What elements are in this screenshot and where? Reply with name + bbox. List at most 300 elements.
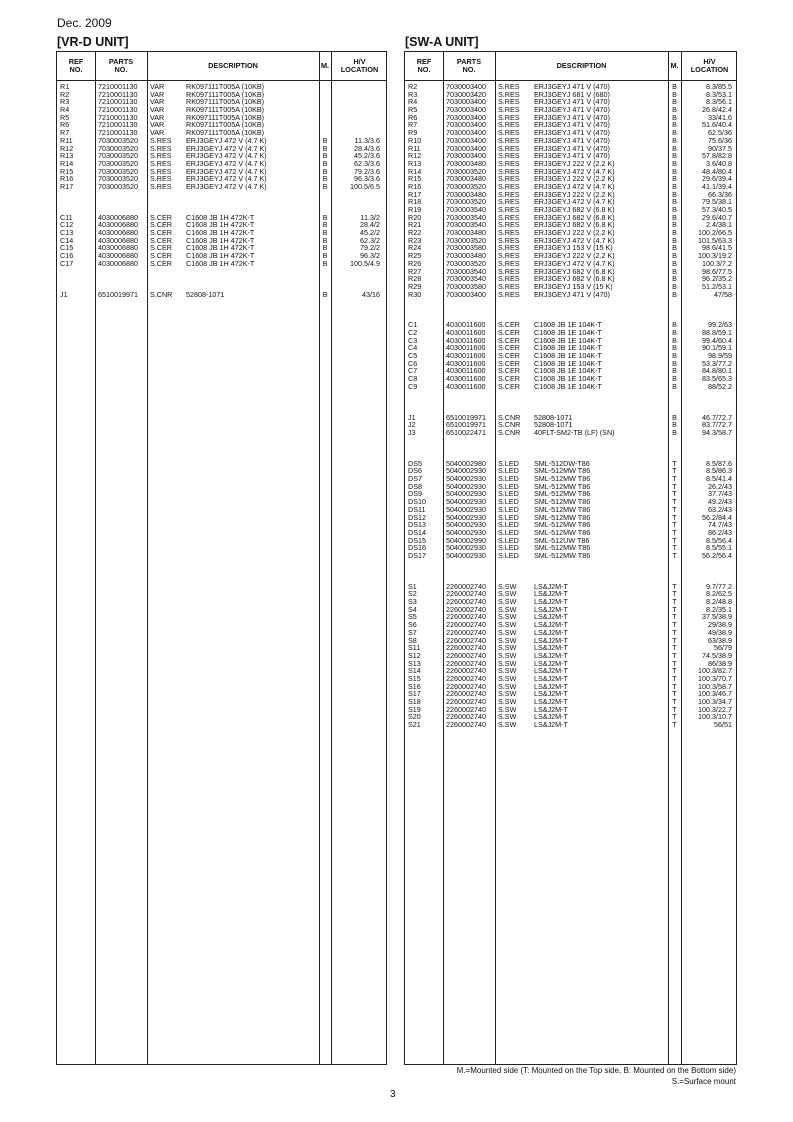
hv-location: 57.8/82.8 <box>702 152 732 160</box>
mounted-side: B <box>672 136 677 145</box>
part-type: S.CNR <box>498 413 521 422</box>
ref-no: S11 <box>408 644 421 652</box>
vr-d-unit-title: [VR-D UNIT] <box>57 35 129 49</box>
mounted-side: T <box>672 590 677 599</box>
part-description: ERJ3GEYJ 682 V (6.8 K) <box>534 267 615 276</box>
table-row <box>57 145 386 153</box>
table-row <box>57 260 386 268</box>
part-description: ERJ3GEYJ 222 V (2.2 K) <box>534 190 615 199</box>
part-description: RK097111T005A (10KB) <box>186 98 265 107</box>
part-description: ERJ3GEYJ 222 V (2.2 K) <box>534 229 615 237</box>
part-type: VAR <box>150 83 165 91</box>
part-description: ERJ3GEYJ 471 V (470) <box>534 113 610 122</box>
ref-no: R20 <box>408 213 422 222</box>
part-description: SML-512MW T86 <box>534 467 591 476</box>
mounted-side: B <box>672 121 677 130</box>
mounted-side: T <box>672 505 677 514</box>
part-description: SML-512UW T86 <box>534 536 590 545</box>
ref-no: R15 <box>60 167 74 176</box>
table-row <box>405 298 736 306</box>
part-description: SML-512MW T86 <box>534 505 591 514</box>
parts-no: 7030003540 <box>446 267 486 276</box>
parts-no: 7030003540 <box>446 221 486 230</box>
ref-no: S1 <box>408 582 417 591</box>
mounted-side: B <box>322 244 328 253</box>
table-row <box>405 406 736 414</box>
ref-no: S5 <box>408 613 417 622</box>
table-row <box>405 706 736 714</box>
part-description: C1608 JB 1E 104K-T <box>534 382 602 391</box>
table-header <box>57 52 386 81</box>
part-description: C1608 JB 1E 104K-T <box>534 375 602 383</box>
hv-location: 8.5/56.4 <box>706 536 732 545</box>
ref-no: S21 <box>408 721 421 729</box>
part-type: S.LED <box>498 551 519 560</box>
table-row <box>57 291 386 299</box>
part-description: ERJ3GEYJ 682 V (6.8 K) <box>534 206 615 214</box>
parts-no: 5040002930 <box>446 505 486 514</box>
mounted-side: T <box>672 536 677 545</box>
ref-no: R16 <box>60 175 74 183</box>
part-description: SML-512MW T86 <box>534 521 591 529</box>
table-row <box>57 114 386 122</box>
parts-no: 7030003520 <box>98 159 138 168</box>
part-description: ERJ3GEYJ 471 V (470) <box>534 290 610 299</box>
ref-no: S16 <box>408 682 421 691</box>
part-type: S.CER <box>150 244 172 253</box>
hv-location: 88.8/59.1 <box>702 329 732 337</box>
hv-location: 101.5/63.3 <box>698 236 732 245</box>
mounted-side: B <box>672 83 677 91</box>
mounted-side: T <box>672 644 677 652</box>
table-row <box>57 175 386 183</box>
mounted-side: T <box>672 721 677 729</box>
table-row <box>405 83 736 91</box>
part-type: S.CER <box>498 382 520 391</box>
ref-no: R3 <box>60 98 70 107</box>
parts-no: 2260002740 <box>446 721 486 729</box>
ref-no: R4 <box>60 106 70 114</box>
part-type: S.LED <box>498 505 519 514</box>
parts-no: 7030003520 <box>98 144 138 153</box>
hv-location: 98.6/77.5 <box>702 267 732 276</box>
parts-no: 7210001130 <box>98 106 138 114</box>
hv-location: 83.5/65.3 <box>702 375 732 383</box>
ref-no: R12 <box>408 152 422 160</box>
mounted-side-header: M. <box>320 61 330 70</box>
hv-location: 74.7/43 <box>708 521 732 529</box>
ref-no: S12 <box>408 651 421 660</box>
part-description: LS&J2M-T <box>534 667 568 675</box>
table-row <box>405 529 736 537</box>
parts-no: 5040002930 <box>446 544 486 552</box>
part-type: S.SW <box>498 721 517 729</box>
parts-no: 4030011600 <box>446 359 486 368</box>
parts-no: 7030003480 <box>446 252 486 260</box>
table-row <box>405 437 736 445</box>
ref-no: C13 <box>60 229 74 237</box>
part-type: S.RES <box>498 259 520 268</box>
date-label: Dec. 2009 <box>57 16 112 30</box>
part-type: VAR <box>150 121 165 130</box>
table-row <box>405 398 736 406</box>
ref-no: C16 <box>60 252 74 260</box>
parts-no: 4030006880 <box>98 236 138 245</box>
parts-no: 4030011600 <box>446 329 486 337</box>
table-row <box>405 698 736 706</box>
table-row <box>405 98 736 106</box>
mounted-side: T <box>672 521 677 529</box>
hv-location: 79.5/38.1 <box>702 198 732 207</box>
part-type: S.SW <box>498 644 517 652</box>
ref-no: R3 <box>408 90 418 99</box>
sw-a-parts-table <box>404 51 737 1065</box>
part-type: S.RES <box>498 121 520 130</box>
hv-location: 3.6/40.8 <box>706 159 732 168</box>
part-description: LS&J2M-T <box>534 690 568 699</box>
hv-location: 96.2/35.2 <box>702 275 732 283</box>
ref-no: R29 <box>408 282 422 291</box>
part-type: S.CER <box>150 252 172 260</box>
ref-no: C17 <box>60 259 74 268</box>
table-row <box>405 475 736 483</box>
hv-location-header: H/V LOCATION <box>690 57 729 74</box>
mounted-side: B <box>672 144 677 153</box>
parts-no: 2260002740 <box>446 621 486 629</box>
table-row <box>405 91 736 99</box>
parts-no: 4030011600 <box>446 352 486 360</box>
parts-no: 7210001130 <box>98 83 138 91</box>
ref-no: R24 <box>408 244 422 253</box>
mounted-side: B <box>672 290 677 299</box>
mounted-side: B <box>672 167 677 176</box>
part-description: ERJ3GEYJ 471 V (470) <box>534 106 610 114</box>
table-row <box>405 152 736 160</box>
mounted-side: B <box>672 336 677 345</box>
table-row <box>405 675 736 683</box>
hv-location: 100.2/66.5 <box>698 229 732 237</box>
ref-no-header: REF NO. <box>416 57 432 74</box>
ref-no: R1 <box>60 83 70 91</box>
hv-location: 45.2/2 <box>360 229 380 237</box>
table-row <box>57 268 386 276</box>
part-type: S.SW <box>498 682 517 691</box>
hv-location: 51.6/40.4 <box>702 121 732 130</box>
parts-no: 7030003400 <box>446 144 486 153</box>
part-description: RK097111T005A (10KB) <box>186 121 265 130</box>
mounted-side: B <box>672 252 677 260</box>
ref-no: C15 <box>60 244 74 253</box>
parts-no: 2260002740 <box>446 582 486 591</box>
ref-no: S4 <box>408 605 417 614</box>
table-header <box>405 52 736 81</box>
table-row <box>57 198 386 206</box>
table-row <box>57 191 386 199</box>
hv-location: 8.5/87.6 <box>706 459 732 468</box>
part-type: S.RES <box>498 152 520 160</box>
parts-no: 7030003400 <box>446 121 486 130</box>
part-description: 52808-1071 <box>186 290 225 299</box>
part-description: C1608 JB 1H 472K-T <box>186 236 255 245</box>
part-type: S.LED <box>498 521 519 529</box>
hv-location: 100.3/7.2 <box>702 259 732 268</box>
part-description: ERJ3GEYJ 471 V (470) <box>534 144 610 153</box>
table-row <box>405 421 736 429</box>
mounted-side: B <box>672 221 677 230</box>
table-row <box>57 106 386 114</box>
ref-no: DS11 <box>408 505 426 514</box>
part-type: S.LED <box>498 528 519 537</box>
parts-no: 7030003480 <box>446 190 486 199</box>
mounted-side: B <box>672 244 677 253</box>
parts-no-header: PARTS NO. <box>456 57 482 74</box>
table-row <box>57 83 386 91</box>
part-description: ERJ3GEYJ 472 V (4.7 K) <box>534 167 615 176</box>
ref-no: R13 <box>408 159 422 168</box>
parts-no: 5040002930 <box>446 498 486 506</box>
part-type: S.SW <box>498 598 517 606</box>
mounted-side: B <box>672 182 677 191</box>
hv-location: 45.2/3.6 <box>354 152 380 160</box>
parts-no: 7030003540 <box>446 275 486 283</box>
mounted-side: T <box>672 605 677 614</box>
table-row <box>405 375 736 383</box>
part-description: ERJ3GEYJ 472 V (4.7 K) <box>186 136 267 145</box>
ref-no: R27 <box>408 267 422 276</box>
ref-no: R17 <box>408 190 422 199</box>
table-row <box>405 690 736 698</box>
table-row <box>57 275 386 283</box>
ref-no: R14 <box>60 159 74 168</box>
mounted-side: B <box>322 221 328 230</box>
part-type: S.LED <box>498 467 519 476</box>
part-type: S.SW <box>498 636 517 645</box>
part-type: S.RES <box>498 144 520 153</box>
hv-location: 8.2/48.8 <box>706 598 732 606</box>
ref-no: DS10 <box>408 498 426 506</box>
table-row <box>405 198 736 206</box>
table-row <box>405 175 736 183</box>
table-row <box>405 713 736 721</box>
ref-no: J1 <box>60 290 68 299</box>
hv-location: 79.2/3.6 <box>354 167 380 176</box>
table-row <box>405 629 736 637</box>
mounted-side: B <box>322 182 328 191</box>
mounted-side: B <box>672 428 677 437</box>
part-type: S.RES <box>150 144 172 153</box>
mounted-side: B <box>672 198 677 207</box>
part-type: S.RES <box>498 106 520 114</box>
parts-no: 2260002740 <box>446 644 486 652</box>
table-row <box>405 667 736 675</box>
mounted-side: B <box>672 213 677 222</box>
part-type: S.SW <box>498 613 517 622</box>
hv-location: 63.2/43 <box>708 505 732 514</box>
mounted-side: B <box>672 206 677 214</box>
mounted-side: T <box>672 659 677 668</box>
hv-location: 9.7/77.2 <box>706 582 732 591</box>
ref-no: C5 <box>408 352 418 360</box>
part-description: ERJ3GEYJ 472 V (4.7 K) <box>534 236 615 245</box>
ref-no: R16 <box>408 182 422 191</box>
part-type: S.SW <box>498 674 517 683</box>
parts-no: 7030003540 <box>446 213 486 222</box>
table-row <box>405 452 736 460</box>
part-type: S.RES <box>498 275 520 283</box>
hv-location: 88/52.2 <box>708 382 732 391</box>
parts-no: 2260002740 <box>446 636 486 645</box>
hv-location: 100.3/19.2 <box>698 252 732 260</box>
mounted-side: T <box>672 582 677 591</box>
table-row <box>405 467 736 475</box>
parts-no: 7210001130 <box>98 90 138 99</box>
part-description: ERJ3GEYJ 153 V (15 K) <box>534 282 613 291</box>
parts-no: 4030006880 <box>98 221 138 230</box>
ref-no-header: REF NO. <box>68 57 84 74</box>
hv-location: 53.3/77.2 <box>702 359 732 368</box>
table-row <box>57 252 386 260</box>
part-type: S.CNR <box>150 290 173 299</box>
part-description: 40FLT-SM2-TB (LF) (SN) <box>534 428 615 437</box>
hv-location: 8.3/56.1 <box>706 98 732 107</box>
part-type: S.LED <box>498 498 519 506</box>
part-type: S.RES <box>498 167 520 176</box>
parts-no: 6510019971 <box>446 413 486 422</box>
part-type: VAR <box>150 129 165 137</box>
table-row <box>405 644 736 652</box>
mounted-side: B <box>672 413 677 422</box>
ref-no: C14 <box>60 236 74 245</box>
part-type: S.RES <box>498 221 520 230</box>
mounted-side: B <box>672 98 677 107</box>
part-description: ERJ3GEYJ 471 V (470) <box>534 136 610 145</box>
mounted-side: T <box>672 598 677 606</box>
part-type: VAR <box>150 106 165 114</box>
part-description: LS&J2M-T <box>534 682 568 691</box>
hv-location: 90/37.5 <box>708 144 732 153</box>
table-row <box>405 114 736 122</box>
part-description: ERJ3GEYJ 472 V (4.7 K) <box>186 152 267 160</box>
mounted-side: B <box>672 275 677 283</box>
mounted-side: B <box>672 367 677 376</box>
parts-no: 4030011600 <box>446 367 486 376</box>
hv-location: 100.3/10.7 <box>698 713 732 722</box>
table-row <box>405 214 736 222</box>
hv-location: 46.7/72.7 <box>702 413 732 422</box>
table-row <box>405 598 736 606</box>
ref-no: R5 <box>60 113 70 122</box>
vr-d-parts-table <box>56 51 387 1065</box>
hv-location: 11.3/2 <box>360 213 380 222</box>
parts-no: 7030003480 <box>446 159 486 168</box>
table-row <box>57 168 386 176</box>
parts-no: 7030003520 <box>446 259 486 268</box>
ref-no: DS17 <box>408 551 426 560</box>
mounted-side: B <box>322 213 328 222</box>
table-row <box>405 367 736 375</box>
mounted-side: B <box>672 267 677 276</box>
hv-location: 28.4/3.6 <box>354 144 380 153</box>
table-row <box>405 621 736 629</box>
table-row <box>405 444 736 452</box>
part-type: S.RES <box>498 213 520 222</box>
parts-no: 2260002740 <box>446 605 486 614</box>
hv-location: 62.3/3.6 <box>354 159 380 168</box>
part-type: S.CER <box>498 321 520 330</box>
ref-no: R18 <box>408 198 422 207</box>
parts-no: 2260002740 <box>446 713 486 722</box>
hv-location: 8.2/35.1 <box>706 605 732 614</box>
parts-no: 6510022471 <box>446 428 486 437</box>
table-row <box>405 260 736 268</box>
description-header: DESCRIPTION <box>556 61 607 70</box>
parts-no: 2260002740 <box>446 590 486 599</box>
parts-no: 2260002740 <box>446 667 486 675</box>
parts-no: 5040002930 <box>446 551 486 560</box>
table-row <box>405 560 736 568</box>
parts-no: 7210001130 <box>98 113 138 122</box>
hv-location: 63/38.9 <box>708 636 732 645</box>
mounted-side: B <box>672 352 677 360</box>
hv-location: 75.6/36 <box>708 136 732 145</box>
ref-no: R23 <box>408 236 422 245</box>
hv-location: 98.6/41.5 <box>702 244 732 253</box>
table-row <box>405 275 736 283</box>
table-row <box>405 283 736 291</box>
part-type: S.LED <box>498 513 519 522</box>
table-row <box>405 360 736 368</box>
part-description: ERJ3GEYJ 472 V (4.7 K) <box>186 144 267 153</box>
table-row <box>405 590 736 598</box>
part-type: S.CER <box>150 229 172 237</box>
table-row <box>405 237 736 245</box>
part-type: VAR <box>150 98 165 107</box>
ref-no: C6 <box>408 359 418 368</box>
ref-no: S17 <box>408 690 421 699</box>
ref-no: R22 <box>408 229 422 237</box>
table-row <box>57 237 386 245</box>
mounted-side: B <box>672 229 677 237</box>
part-description: LS&J2M-T <box>534 644 568 652</box>
hv-location: 33/41.6 <box>708 113 732 122</box>
part-type: S.SW <box>498 621 517 629</box>
parts-no: 5040002930 <box>446 513 486 522</box>
parts-no: 7030003400 <box>446 129 486 137</box>
ref-no: J1 <box>408 413 416 422</box>
hv-location: 100.5/6.5 <box>350 182 380 191</box>
part-description: SML-512MW T86 <box>534 482 591 491</box>
part-description: ERJ3GEYJ 472 V (4.7 K) <box>186 175 267 183</box>
table-row <box>405 606 736 614</box>
table-row <box>57 121 386 129</box>
hv-location: 51.2/53.1 <box>702 282 732 291</box>
ref-no: C2 <box>408 329 418 337</box>
parts-no: 2260002740 <box>446 628 486 637</box>
part-description: RK097111T005A (10KB) <box>186 106 265 114</box>
part-description: ERJ3GEYJ 472 V (4.7 K) <box>186 182 267 191</box>
hv-location-header: H/V LOCATION <box>340 57 379 74</box>
mounted-side: B <box>672 259 677 268</box>
table-row <box>405 314 736 322</box>
table-row <box>57 91 386 99</box>
table-row <box>405 506 736 514</box>
ref-no: R9 <box>408 129 418 137</box>
ref-no: R2 <box>408 83 418 91</box>
mounted-side: B <box>672 282 677 291</box>
mounted-side: T <box>672 482 677 491</box>
parts-no: 6510019971 <box>98 290 138 299</box>
table-row <box>405 145 736 153</box>
